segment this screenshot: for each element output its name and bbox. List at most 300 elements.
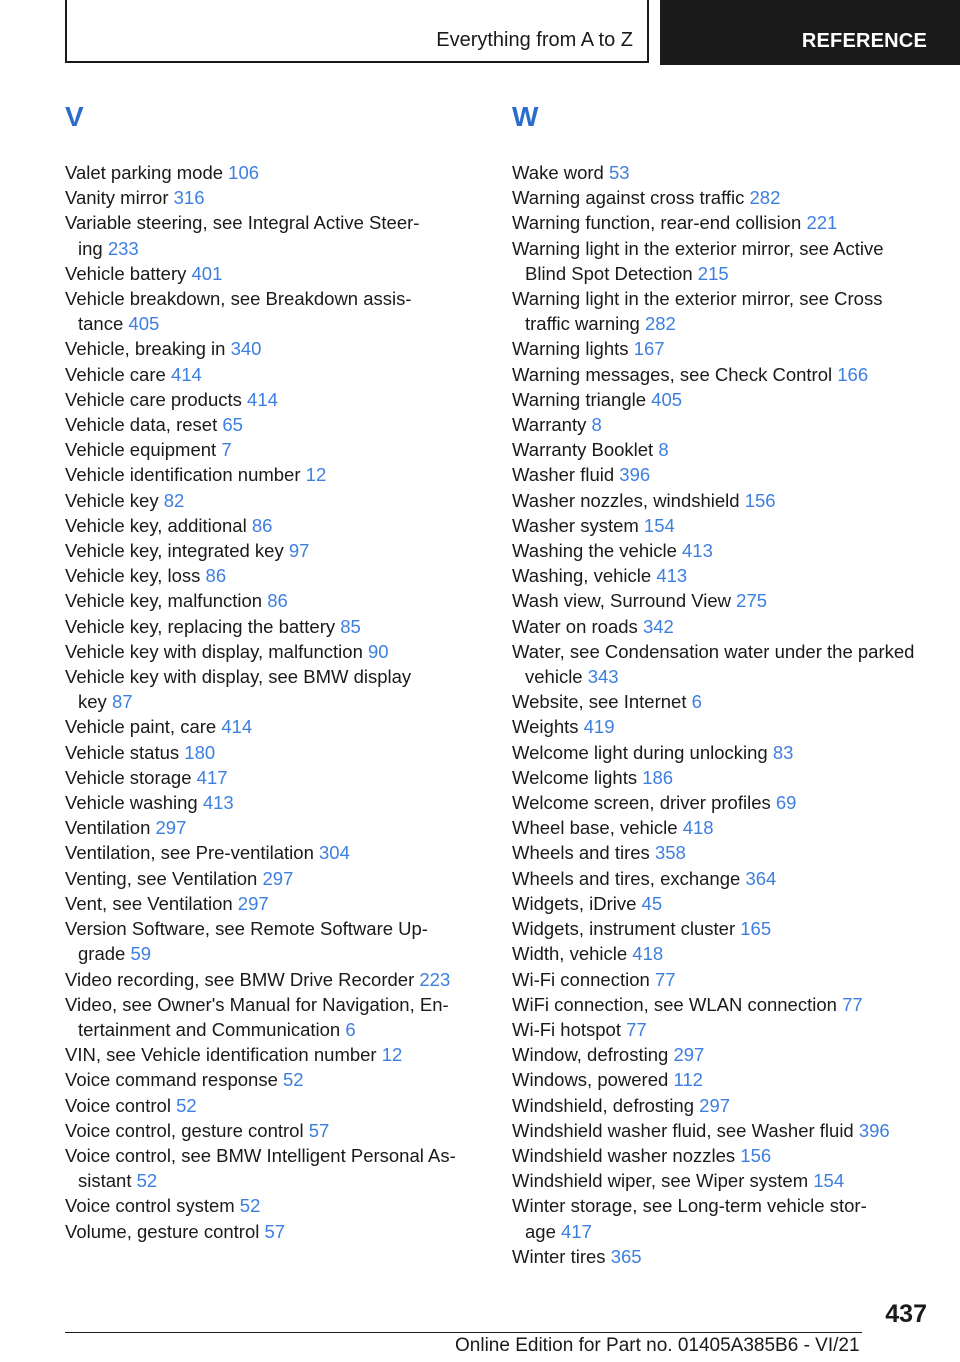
index-term: sistant bbox=[78, 1170, 132, 1192]
page-reference-link[interactable]: 167 bbox=[633, 338, 665, 360]
index-entry-line bbox=[512, 387, 942, 412]
page-reference-link[interactable]: 166 bbox=[837, 363, 869, 385]
index-entry bbox=[512, 992, 942, 1017]
page-reference-link[interactable]: 6 bbox=[345, 1018, 356, 1040]
index-term: Wheel base, vehicle bbox=[512, 817, 678, 839]
index-entries bbox=[512, 160, 942, 1269]
index-term: Washing, vehicle bbox=[512, 565, 652, 587]
index-entry bbox=[65, 261, 485, 286]
page-reference-link[interactable]: 297 bbox=[237, 892, 269, 914]
index-entry-line bbox=[512, 689, 942, 714]
index-entry bbox=[65, 1143, 485, 1193]
index-term: Window, defrosting bbox=[512, 1044, 669, 1066]
page-reference-link[interactable]: 57 bbox=[308, 1119, 330, 1141]
page-reference-link[interactable]: 358 bbox=[654, 842, 686, 864]
index-term: Voice control bbox=[65, 1094, 171, 1116]
index-term: Wake word bbox=[512, 162, 604, 183]
index-term: Vehicle key with display, malfunction bbox=[65, 640, 363, 662]
index-entry-line bbox=[65, 362, 485, 387]
page-reference-link[interactable]: 282 bbox=[644, 313, 676, 335]
index-term: Wheels and tires, exchange bbox=[512, 867, 741, 889]
index-term: Welcome lights bbox=[512, 766, 638, 788]
index-entry bbox=[65, 588, 485, 613]
index-entry-line bbox=[512, 790, 942, 815]
index-entry-line bbox=[65, 563, 485, 588]
index-term: Version Software, see Remote Software Up- bbox=[65, 918, 428, 940]
page-reference-link[interactable]: 221 bbox=[806, 212, 838, 234]
index-entry-line bbox=[65, 815, 485, 840]
index-term: Ventilation, see Pre-ventilation bbox=[65, 842, 314, 864]
page-reference-link[interactable]: 86 bbox=[251, 514, 273, 536]
index-entry bbox=[65, 765, 485, 790]
index-entry-line bbox=[512, 1168, 942, 1193]
index-entry-line bbox=[65, 1093, 485, 1118]
index-term: Windshield washer fluid, see Washer fluid bbox=[512, 1119, 854, 1141]
page-reference-link[interactable]: 77 bbox=[654, 968, 676, 990]
index-entry-line bbox=[65, 513, 485, 538]
page-reference-link[interactable]: 186 bbox=[642, 766, 674, 788]
index-entry bbox=[65, 412, 485, 437]
page-reference-link[interactable]: 340 bbox=[230, 338, 262, 360]
index-entry-line bbox=[65, 437, 485, 462]
page-reference-link[interactable]: 297 bbox=[155, 817, 187, 839]
index-entry-line bbox=[512, 941, 942, 966]
page-reference-link[interactable]: 364 bbox=[745, 867, 777, 889]
index-term: Welcome light during unlocking bbox=[512, 741, 768, 763]
page-reference-link[interactable]: 7 bbox=[221, 439, 232, 461]
index-entry bbox=[512, 967, 942, 992]
page-reference-link[interactable]: 417 bbox=[561, 1220, 592, 1242]
index-term: Variable steering, see Integral Active Steer- bbox=[65, 212, 420, 234]
index-entry-line bbox=[65, 639, 485, 664]
index-entry bbox=[65, 1042, 485, 1067]
index-entry bbox=[512, 1143, 942, 1168]
index-term: Video recording, see BMW Drive Recorder bbox=[65, 968, 415, 990]
index-column-w bbox=[512, 102, 942, 1269]
index-entry bbox=[512, 1067, 942, 1092]
page-reference-link[interactable]: 97 bbox=[288, 540, 310, 562]
index-entry bbox=[512, 1017, 942, 1042]
index-term: Warning lights bbox=[512, 338, 629, 360]
index-entry-line bbox=[65, 689, 485, 714]
page-reference-link[interactable]: 405 bbox=[651, 388, 683, 410]
index-entry-line bbox=[512, 840, 942, 865]
page-reference-link[interactable]: 12 bbox=[305, 464, 327, 486]
page-reference-link[interactable]: 52 bbox=[283, 1069, 304, 1091]
index-term: Warning light in the exterior mirror, see Cross bbox=[512, 288, 883, 310]
index-entry bbox=[65, 437, 485, 462]
index-term: Warning triangle bbox=[512, 388, 647, 410]
page-reference-link[interactable]: 414 bbox=[247, 388, 278, 410]
page-reference-link[interactable]: 6 bbox=[691, 691, 702, 713]
page-reference-link[interactable]: 154 bbox=[813, 1170, 845, 1192]
page-reference-link[interactable]: 85 bbox=[340, 615, 361, 637]
index-entry bbox=[65, 513, 485, 538]
index-entry bbox=[512, 437, 942, 462]
index-entry bbox=[65, 488, 485, 513]
index-entry-line bbox=[512, 362, 942, 387]
index-entry bbox=[512, 185, 942, 210]
index-term: Venting, see Ventilation bbox=[65, 867, 258, 889]
page-reference-link[interactable]: 413 bbox=[682, 540, 713, 562]
index-entry bbox=[512, 916, 942, 941]
index-term: Washer fluid bbox=[512, 464, 615, 486]
page-reference-link[interactable]: 419 bbox=[583, 716, 615, 738]
index-entry bbox=[512, 588, 942, 613]
index-entry bbox=[65, 664, 485, 714]
index-term: Width, vehicle bbox=[512, 943, 628, 965]
page-reference-link[interactable]: 112 bbox=[673, 1069, 703, 1091]
index-entries bbox=[65, 160, 485, 1244]
page-reference-link[interactable]: 90 bbox=[368, 640, 389, 662]
index-entry-line bbox=[65, 967, 485, 992]
index-entry bbox=[512, 714, 942, 739]
index-entry bbox=[512, 1093, 942, 1118]
index-entry-line bbox=[512, 286, 942, 311]
page-reference-link[interactable]: 297 bbox=[673, 1044, 705, 1066]
page-reference-link[interactable]: 86 bbox=[205, 565, 227, 587]
footer-divider bbox=[65, 1332, 862, 1333]
page-reference-link[interactable]: 156 bbox=[744, 489, 776, 511]
index-entry-line bbox=[512, 1219, 942, 1244]
index-entry bbox=[512, 236, 942, 286]
page-reference-link[interactable]: 405 bbox=[128, 313, 160, 335]
index-entry bbox=[512, 387, 942, 412]
index-term: WiFi connection, see WLAN connection bbox=[512, 993, 837, 1015]
index-entry-line bbox=[65, 765, 485, 790]
index-entry bbox=[512, 336, 942, 361]
index-entry bbox=[512, 689, 942, 714]
index-entry bbox=[512, 563, 942, 588]
page-reference-link[interactable]: 417 bbox=[196, 766, 228, 788]
index-term: Windshield wiper, see Wiper system bbox=[512, 1170, 809, 1192]
page-reference-link[interactable]: 65 bbox=[222, 414, 243, 436]
index-entry-line bbox=[512, 311, 942, 336]
page-reference-link[interactable]: 396 bbox=[619, 464, 651, 486]
index-entry-line bbox=[512, 1093, 942, 1118]
index-entry bbox=[512, 160, 942, 185]
index-entry bbox=[65, 538, 485, 563]
index-entry-line bbox=[512, 614, 942, 639]
index-term: Vehicle care bbox=[65, 363, 166, 385]
index-column-v bbox=[65, 102, 485, 1244]
index-entry-line bbox=[65, 160, 485, 185]
index-entry bbox=[65, 462, 485, 487]
page-reference-link[interactable]: 414 bbox=[221, 716, 253, 738]
index-term: Widgets, instrument cluster bbox=[512, 918, 736, 940]
index-entry bbox=[65, 614, 485, 639]
index-entry bbox=[512, 815, 942, 840]
index-entry-line bbox=[65, 866, 485, 891]
index-entry-line bbox=[512, 866, 942, 891]
index-entry-line bbox=[65, 185, 485, 210]
index-entry bbox=[65, 362, 485, 387]
index-term: Vehicle battery bbox=[65, 262, 187, 284]
index-entry bbox=[512, 412, 942, 437]
page-reference-link[interactable]: 83 bbox=[772, 741, 794, 763]
index-entry bbox=[512, 614, 942, 639]
index-term: Vehicle storage bbox=[65, 766, 192, 788]
index-entry bbox=[512, 740, 942, 765]
index-term: key bbox=[78, 691, 107, 713]
index-entry bbox=[65, 790, 485, 815]
index-entry bbox=[65, 967, 485, 992]
index-term: Windshield washer nozzles bbox=[512, 1144, 736, 1166]
page-reference-link[interactable]: 82 bbox=[163, 489, 185, 511]
index-entry bbox=[65, 639, 485, 664]
page-reference-link[interactable]: 413 bbox=[202, 792, 234, 814]
page-reference-link[interactable]: 59 bbox=[130, 943, 152, 965]
index-entry-line bbox=[512, 437, 942, 462]
index-entry-line bbox=[65, 840, 485, 865]
index-term: Video, see Owner's Manual for Navigation, En- bbox=[65, 993, 449, 1015]
index-entry-line bbox=[512, 1118, 942, 1143]
page-reference-link[interactable]: 396 bbox=[858, 1119, 890, 1141]
index-entry-line bbox=[65, 1219, 485, 1244]
page-reference-link[interactable]: 52 bbox=[176, 1094, 197, 1116]
page-reference-link[interactable]: 77 bbox=[626, 1018, 647, 1040]
index-entry bbox=[512, 362, 942, 387]
index-entry bbox=[512, 765, 942, 790]
page-reference-link[interactable]: 418 bbox=[682, 817, 714, 839]
index-entry-line bbox=[65, 740, 485, 765]
index-entry-line bbox=[65, 1193, 485, 1218]
index-entry-line bbox=[65, 664, 485, 689]
index-entry bbox=[65, 185, 485, 210]
index-term: Vehicle key, malfunction bbox=[65, 590, 263, 612]
page-reference-link[interactable]: 342 bbox=[642, 615, 674, 637]
index-entry-line bbox=[512, 261, 942, 286]
index-entry-line bbox=[512, 765, 942, 790]
page-reference-link[interactable]: 180 bbox=[184, 741, 216, 763]
page-reference-link[interactable]: 165 bbox=[740, 918, 772, 940]
index-term: age bbox=[525, 1220, 556, 1242]
header-section-title: Everything from A to Z bbox=[436, 29, 633, 51]
index-term: Vehicle washing bbox=[65, 792, 198, 814]
index-entry bbox=[512, 1042, 942, 1067]
index-entry bbox=[512, 1168, 942, 1193]
page-reference-link[interactable]: 69 bbox=[775, 792, 797, 814]
index-term: Vehicle care products bbox=[65, 388, 242, 410]
index-term: Winter storage, see Long-term vehicle stor- bbox=[512, 1195, 867, 1217]
page-reference-link[interactable]: 52 bbox=[239, 1195, 261, 1217]
index-entry-line bbox=[512, 185, 942, 210]
page-reference-link[interactable]: 414 bbox=[170, 363, 202, 385]
index-term: Vehicle identification number bbox=[65, 464, 301, 486]
index-term: Volume, gesture control bbox=[65, 1220, 260, 1242]
index-entry-line bbox=[512, 210, 942, 235]
index-entry-line bbox=[512, 714, 942, 739]
index-entry-line bbox=[65, 714, 485, 739]
index-term: Ventilation bbox=[65, 817, 151, 839]
index-entry-line bbox=[65, 336, 485, 361]
index-entry-line bbox=[512, 513, 942, 538]
index-entry-line bbox=[512, 639, 942, 664]
index-entry bbox=[512, 286, 942, 336]
index-term: Washing the vehicle bbox=[512, 540, 677, 562]
index-entry-line bbox=[512, 891, 942, 916]
page-reference-link[interactable]: 156 bbox=[740, 1144, 772, 1166]
index-term: vehicle bbox=[525, 666, 583, 688]
index-entry-line bbox=[512, 740, 942, 765]
index-entry bbox=[512, 891, 942, 916]
index-term: Warranty Booklet bbox=[512, 439, 654, 461]
index-term: Vehicle status bbox=[65, 741, 180, 763]
page-reference-link[interactable]: 297 bbox=[262, 867, 294, 889]
index-term: Vehicle breakdown, see Breakdown assis- bbox=[65, 288, 412, 310]
index-term: Wi-Fi hotspot bbox=[512, 1018, 621, 1040]
page-reference-link[interactable]: 282 bbox=[749, 187, 781, 209]
index-entry bbox=[512, 1244, 942, 1269]
page-reference-link[interactable]: 52 bbox=[136, 1170, 158, 1192]
index-entry-line bbox=[512, 1017, 942, 1042]
page-reference-link[interactable]: 8 bbox=[658, 439, 669, 461]
page-reference-link[interactable]: 304 bbox=[319, 842, 350, 864]
index-term: traffic warning bbox=[525, 313, 640, 335]
page-reference-link[interactable]: 154 bbox=[643, 514, 675, 536]
index-entry bbox=[512, 488, 942, 513]
index-entry-line bbox=[65, 387, 485, 412]
index-entry bbox=[65, 336, 485, 361]
index-entry bbox=[65, 714, 485, 739]
index-entry-line bbox=[65, 462, 485, 487]
index-term: Wi-Fi connection bbox=[512, 968, 650, 990]
index-term: Warning light in the exterior mirror, see Active bbox=[512, 237, 884, 259]
index-entry bbox=[65, 891, 485, 916]
index-term: Widgets, iDrive bbox=[512, 892, 637, 914]
index-entry bbox=[65, 992, 485, 1042]
index-entry bbox=[512, 462, 942, 487]
index-term: Vehicle key bbox=[65, 489, 159, 511]
index-entry-line bbox=[65, 916, 485, 941]
page-reference-link[interactable]: 106 bbox=[228, 162, 260, 183]
index-entry-line bbox=[65, 1118, 485, 1143]
index-term: Valet parking mode bbox=[65, 162, 224, 183]
index-letter: W bbox=[512, 101, 539, 132]
page-reference-link[interactable]: 365 bbox=[610, 1245, 642, 1267]
index-entry bbox=[65, 1193, 485, 1218]
index-entry-line bbox=[65, 941, 485, 966]
page-reference-link[interactable]: 215 bbox=[697, 262, 729, 284]
footer-edition: Online Edition for Part no. 01405A385B6 - VI/21 bbox=[455, 1335, 860, 1356]
page-reference-link[interactable]: 45 bbox=[641, 892, 663, 914]
index-entry bbox=[65, 740, 485, 765]
index-entry-line bbox=[512, 236, 942, 261]
index-entry-line bbox=[512, 916, 942, 941]
page-reference-link[interactable]: 8 bbox=[591, 414, 602, 436]
index-term: Vehicle key, additional bbox=[65, 514, 247, 536]
index-entry-line bbox=[512, 1067, 942, 1092]
page-reference-link[interactable]: 12 bbox=[381, 1044, 403, 1066]
index-entry bbox=[512, 639, 942, 689]
index-entry-line bbox=[512, 967, 942, 992]
header-section-box bbox=[65, 0, 649, 63]
index-term: Vanity mirror bbox=[65, 187, 169, 209]
index-term: Wheels and tires bbox=[512, 842, 650, 864]
index-entry-line bbox=[65, 488, 485, 513]
page-reference-link[interactable]: 223 bbox=[419, 968, 451, 990]
index-term: Voice command response bbox=[65, 1069, 278, 1091]
index-entry-line bbox=[512, 336, 942, 361]
index-term: Washer nozzles, windshield bbox=[512, 489, 740, 511]
page-reference-link[interactable]: 87 bbox=[111, 691, 133, 713]
index-entry-line bbox=[65, 1168, 485, 1193]
index-entry bbox=[65, 563, 485, 588]
index-entry bbox=[65, 210, 485, 260]
page-reference-link[interactable]: 343 bbox=[587, 666, 619, 688]
page-reference-link[interactable]: 57 bbox=[264, 1220, 286, 1242]
index-term: Website, see Internet bbox=[512, 691, 687, 713]
index-term: Warranty bbox=[512, 414, 587, 436]
index-entry-line bbox=[65, 412, 485, 437]
index-term: grade bbox=[78, 943, 126, 965]
index-term: Voice control, see BMW Intelligent Personal As- bbox=[65, 1144, 456, 1166]
index-entry bbox=[65, 387, 485, 412]
index-entry-line bbox=[512, 1244, 942, 1269]
header-chapter-title: REFERENCE bbox=[801, 30, 927, 52]
index-entry-line bbox=[512, 160, 942, 185]
index-term: Water on roads bbox=[512, 615, 638, 637]
page-reference-link[interactable]: 86 bbox=[267, 590, 288, 612]
index-term: Vehicle key with display, see BMW display bbox=[65, 666, 412, 688]
index-term: Welcome screen, driver profiles bbox=[512, 792, 771, 814]
index-entry bbox=[512, 513, 942, 538]
page-reference-link[interactable]: 418 bbox=[632, 943, 664, 965]
page-reference-link[interactable]: 297 bbox=[699, 1094, 731, 1116]
index-term: Washer system bbox=[512, 514, 639, 536]
index-term: Voice control, gesture control bbox=[65, 1119, 304, 1141]
index-entry bbox=[512, 1193, 942, 1243]
index-entry bbox=[65, 1118, 485, 1143]
index-entry-line bbox=[512, 538, 942, 563]
index-entry-line bbox=[512, 563, 942, 588]
page-reference-link[interactable]: 53 bbox=[608, 162, 630, 183]
index-entry bbox=[512, 941, 942, 966]
index-entry-line bbox=[65, 311, 485, 336]
index-entry bbox=[512, 538, 942, 563]
index-entry-line bbox=[65, 1143, 485, 1168]
index-entry-line bbox=[512, 588, 942, 613]
index-entry bbox=[65, 840, 485, 865]
index-term: Vent, see Ventilation bbox=[65, 892, 233, 914]
index-entry bbox=[512, 210, 942, 235]
index-term: Voice control system bbox=[65, 1195, 235, 1217]
index-entry-line bbox=[512, 1042, 942, 1067]
index-entry-line bbox=[65, 1067, 485, 1092]
index-entry-line bbox=[65, 210, 485, 235]
page-reference-link[interactable]: 233 bbox=[107, 237, 139, 259]
index-entry bbox=[512, 1118, 942, 1143]
index-entry-line bbox=[512, 992, 942, 1017]
page-reference-link[interactable]: 275 bbox=[736, 590, 768, 612]
index-term: tance bbox=[78, 313, 124, 335]
index-entry bbox=[512, 866, 942, 891]
page-reference-link[interactable]: 77 bbox=[842, 993, 863, 1015]
index-entry-line bbox=[65, 1042, 485, 1067]
page-reference-link[interactable]: 401 bbox=[191, 262, 223, 284]
index-entry bbox=[65, 1067, 485, 1092]
index-entry-line bbox=[512, 412, 942, 437]
index-term: ing bbox=[78, 237, 103, 259]
index-term: Vehicle key, replacing the battery bbox=[65, 615, 336, 637]
index-entry-line bbox=[65, 236, 485, 261]
page-reference-link[interactable]: 316 bbox=[173, 187, 205, 209]
index-term: Blind Spot Detection bbox=[525, 262, 693, 284]
index-term: Water, see Condensation water under the parked bbox=[512, 640, 915, 662]
index-term: Vehicle data, reset bbox=[65, 414, 218, 436]
page-reference-link[interactable]: 413 bbox=[656, 565, 688, 587]
index-term: Vehicle key, loss bbox=[65, 565, 201, 587]
